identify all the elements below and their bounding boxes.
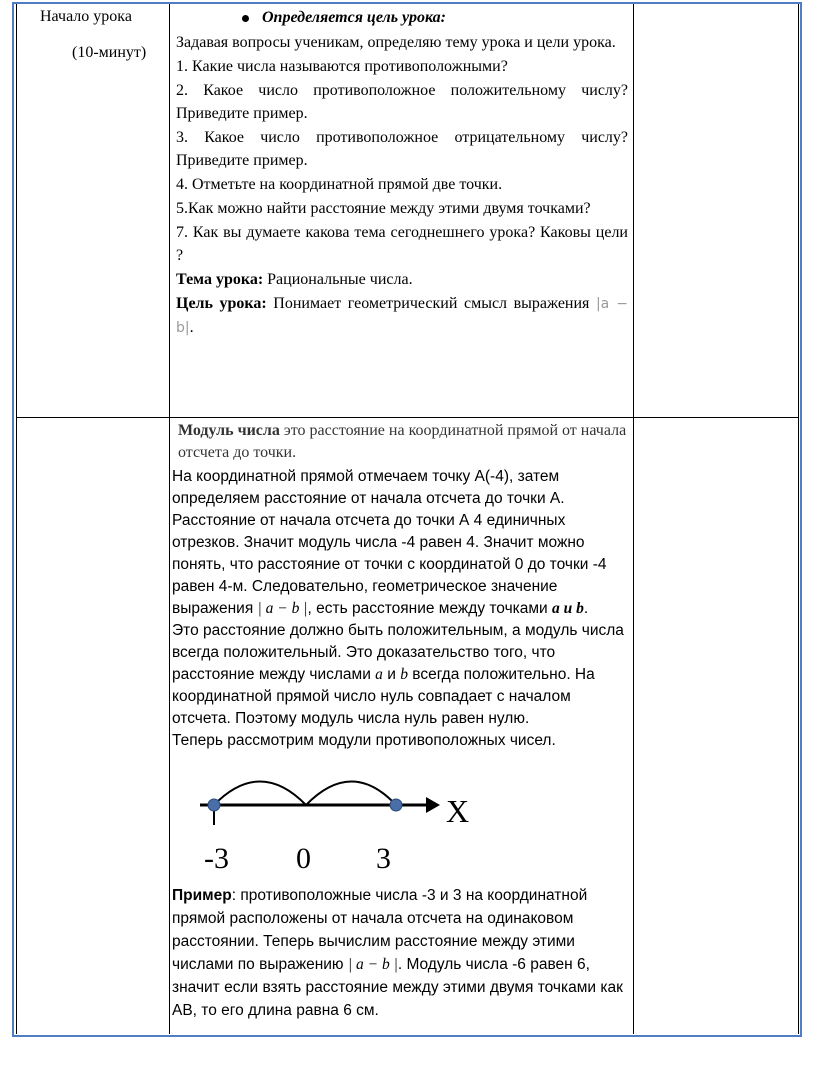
aim-end: . <box>189 319 194 336</box>
positivity-text-cont: всегда положительно. На координатной прямой число нуль совпадает с началом отсчета. Поэтому модуль числа нуль равен нулю. <box>172 666 595 727</box>
table-right-border <box>798 4 799 1034</box>
explanation-paragraph: На координатной прямой отмечаем точку А(-4), затем определяем расстояние от начала отсчета до точки А. Расстояние от начала отсчета до точки А 4 единичных отрезков. Значит модуль числа -4 равен 4. Значит можно понять, что расстояние от точки с координатой 0 до точки -4 равен 4-м. Следовательно, геометрическое значение выражения | a − b |, есть расстояние между точками a и b. <box>172 468 607 617</box>
bullet-icon <box>242 15 249 22</box>
goal-intro: Задавая вопросы ученикам, определяю тему урока и цели урока. <box>176 34 616 51</box>
topic-value: Рациональные числа. <box>263 271 413 288</box>
question-item: 4. Отметьте на координатной прямой две точки. <box>176 176 503 193</box>
example-block <box>172 884 628 1022</box>
example-text: : противоположные числа -3 и 3 на координатной прямой расположены от начала отсчета на одинаковом расстоянии. Теперь вычислим расстояние между этими числами по выражению <box>172 887 588 973</box>
goal-section <box>176 6 628 340</box>
opposite-numbers-intro: Теперь рассмотрим модули противоположных чисел. <box>172 732 556 749</box>
goal-heading <box>176 6 628 29</box>
lesson-topic <box>176 268 628 291</box>
axis-arrow-icon <box>426 797 440 813</box>
positivity-text: Это расстояние должно быть положительным, а модуль числа всегда положительный. Это доказательство того, что расстояние между числами <box>172 622 624 683</box>
table-left-border <box>16 4 17 1034</box>
tick-label: 0 <box>296 842 311 875</box>
question-item: 5.Как можно найти расстояние между этими двумя точками? <box>176 200 591 217</box>
example-label: Пример <box>172 887 232 904</box>
modulus-section <box>172 420 628 752</box>
explanation-text-cont: , есть расстояние между точками <box>307 600 553 617</box>
point-minus-three <box>208 799 220 811</box>
var-a: a <box>375 666 383 683</box>
column-divider-1 <box>169 4 170 1034</box>
stage-duration: (10-минут) <box>72 44 147 61</box>
tick-label: -3 <box>204 842 229 875</box>
tick-label: 3 <box>376 842 391 875</box>
question-item: 3. Какое число противоположное отрицательному числу? Приведите пример. <box>176 129 628 169</box>
lesson-aim <box>176 292 628 340</box>
modulus-definition <box>172 420 628 464</box>
and-word: и <box>382 666 401 683</box>
definition-term: Модуль числа <box>178 422 280 439</box>
definition-text: это расстояние на координатной прямой от начала отсчета до точки. <box>178 422 627 461</box>
arc-left <box>214 782 306 806</box>
row-divider <box>16 417 798 418</box>
question-item: 2. Какое число противоположное положительному числу? Приведите пример. <box>176 82 628 122</box>
question-item: 7. Как вы думаете какова тема сегоднешнего урока? Каковы цели ? <box>176 224 628 264</box>
point-three <box>390 799 402 811</box>
aim-formula: |a − b| <box>176 296 628 336</box>
example-paragraph <box>172 884 628 1022</box>
aim-value: Понимает геометрический смысл выражения <box>266 295 596 312</box>
number-line-figure <box>190 770 480 880</box>
topic-label: Тема урока: <box>176 271 264 288</box>
formula-abs-diff-2: | a − b | <box>347 956 398 973</box>
explanation-text: На координатной прямой отмечаем точку А(-4), затем определяем расстояние от начала отсчета до точки А. Расстояние от начала отсчета до точки А 4 единичных отрезков. Значит модуль числа -4 равен 4. Значит можно понять, что расстояние от точки с координатой 0 до точки -4 равен 4-м. Следовательно, геометрическое значение выражения <box>172 468 607 617</box>
axis-label: X <box>446 793 470 829</box>
arc-right <box>306 782 396 806</box>
stage-name: Начало урока <box>40 8 132 25</box>
goal-heading-text: Определяется цель урока: <box>262 9 446 26</box>
points-ab: a и b <box>552 600 584 617</box>
question-item: 1. Какие числа называются противоположными? <box>176 58 508 75</box>
formula-abs-diff: | a − b | <box>257 600 308 617</box>
example-text-cont: . Модуль числа -6 равен 6, значит если взять расстояние между этими двумя точками как АВ, то его длина равна 6 см. <box>172 956 623 1019</box>
positivity-paragraph <box>172 620 628 730</box>
aim-label: Цель урока: <box>176 295 267 312</box>
var-b: b <box>400 666 408 683</box>
column-divider-2 <box>633 4 634 1034</box>
